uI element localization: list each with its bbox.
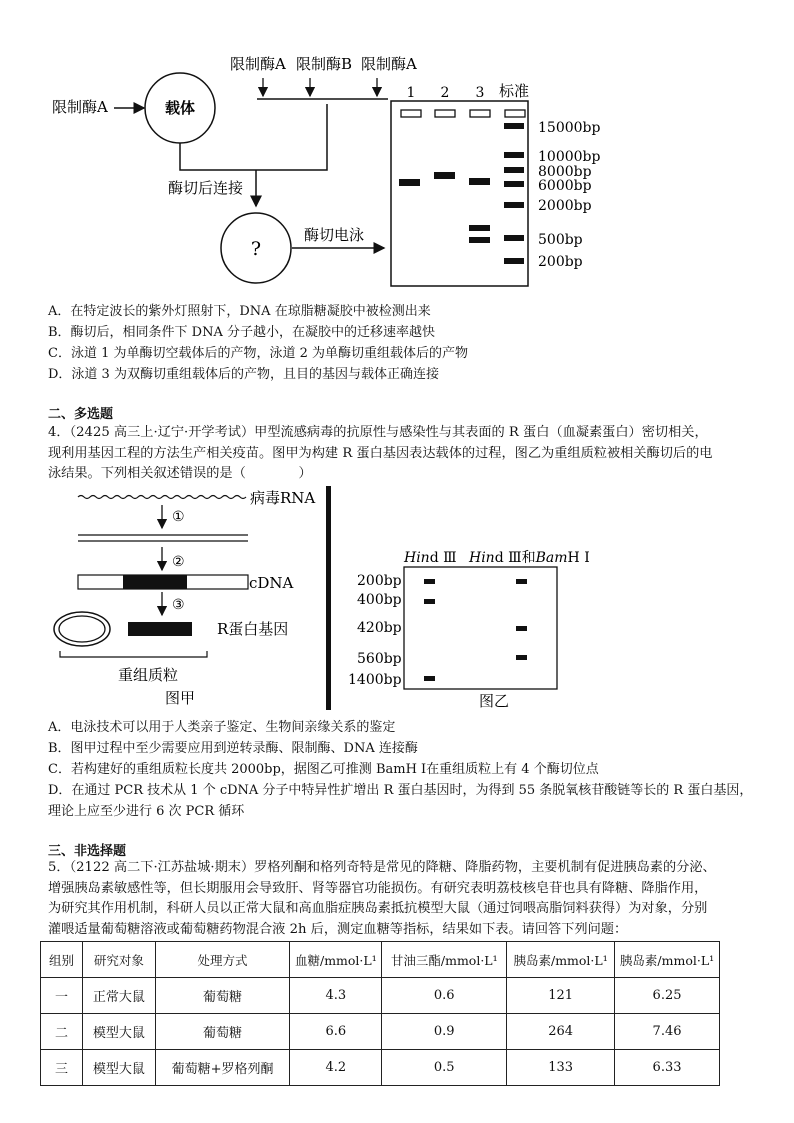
virus-rna-wave	[78, 496, 246, 499]
figure-q4	[0, 484, 794, 712]
svg-text:③: ③	[172, 597, 185, 613]
q4-option-a: A．电泳技术可以用于人类亲子鉴定、生物间亲缘关系的鉴定	[48, 720, 396, 735]
marker-500: 500bp	[538, 232, 583, 248]
marker-200: 200bp	[538, 254, 583, 270]
q3-option-d: D．泳道 3 为双酶切重组载体后的产物，且目的基因与载体正确连接	[48, 367, 439, 382]
q4-option-d: D．在通过 PCR 技术从 1 个 cDNA 分子中特异性扩增出 R 蛋白基因时，为得到 55 条脱氧核苷酸链等长的 R 蛋白基因，	[48, 783, 753, 798]
svg-text:②: ②	[172, 554, 185, 570]
lane-label-1: 1	[406, 85, 416, 101]
virus-rna-label: 病毒RNA	[250, 489, 316, 507]
table-header: 组别 研究对象 处理方式 血糖/mmol·L¹ 甘油三酯/mmol·L¹ 胰岛素/mmol·L¹ 胰岛素/mmol·L¹	[41, 942, 720, 978]
ligation-label: 酶切后连接	[168, 179, 244, 197]
lane-label-3: 3	[475, 85, 485, 101]
q3-option-a: A．在特定波长的紫外灯照射下，DNA 在琼脂糖凝胶中被检测出来	[48, 304, 431, 319]
marker-15000: 15000bp	[538, 120, 601, 136]
gel-b-box	[404, 567, 557, 689]
unknown-product: ?	[250, 238, 262, 260]
q4-option-b: B．图甲过程中至少需要应用到逆转录酶、限制酶、DNA 连接酶	[48, 741, 418, 756]
q3-option-c: C．泳道 1 为单酶切空载体后的产物，泳道 2 为单酶切重组载体后的产物	[48, 346, 469, 361]
cdna-label: cDNA	[249, 574, 294, 592]
gel-col-hind: Hind Ⅲ	[404, 550, 457, 566]
q4-stem: 4．（2425 高三上·辽宁·开学考试）甲型流感病毒的抗原性与感染性与其表面的 R 蛋白（血凝素蛋白）密切相关， 现利用基因工程的方法生产相关疫苗。图甲为构建 R 蛋白基因表达载体的过程，图乙为重组质粒被相关酶切后的电 泳结果。下列相关叙述错误的是（ ）	[48, 425, 713, 481]
q5-stem: 5．（2122 高二下·江苏盐城·期末）罗格列酮和格列奇特是常见的降糖、降脂药物，主要机制有促进胰岛素的分泌、 增强胰岛素敏感性等，但长期服用会导致肝、肾等器官功能损伤。有研究表明荔枝核皂苷也具有降糖、降脂作用， 为研究其作用机制，科研人员以正常大鼠和高血脂症胰岛素抵抗模型大鼠（通过饲喂高脂饲料获得）为对象，分别 灌喂适量葡萄糖溶液或葡萄糖药物混合液 2h 后，测定血糖等指标，结果如下表。请回答下列问题：	[48, 860, 716, 937]
lane-label-standard: 标准	[498, 82, 530, 100]
figure-divider	[326, 486, 331, 710]
size-200: 200bp	[357, 573, 402, 589]
size-560: 560bp	[357, 651, 402, 667]
size-400: 400bp	[357, 592, 402, 608]
electrophoresis-label: 酶切电泳	[304, 226, 365, 244]
top-enzyme-3: 限制酶A	[361, 55, 417, 73]
vector-label: 载体	[164, 99, 196, 117]
q3-option-b: B．酶切后，相同条件下 DNA 分子越小，在凝胶中的迁移速率越快	[48, 325, 436, 340]
marker-6000: 6000bp	[538, 178, 592, 194]
gel-col-hind-bam: Hind Ⅲ和BamH Ⅰ	[469, 550, 590, 566]
results-table	[40, 941, 720, 1086]
size-1400: 1400bp	[348, 672, 402, 688]
marker-2000: 2000bp	[538, 198, 592, 214]
r-gene-block	[128, 622, 192, 636]
fig-b-caption: 图乙	[478, 692, 510, 710]
gel-b-bands	[424, 579, 527, 681]
top-enzyme-2: 限制酶B	[296, 55, 353, 73]
table-row: 一 正常大鼠 葡萄糖 4.3 0.6 121 6.25	[41, 978, 720, 1014]
size-420: 420bp	[357, 620, 402, 636]
top-enzyme-1: 限制酶A	[230, 55, 286, 73]
fig-a-caption: 图甲	[164, 689, 196, 707]
section-multiple-choice: 二、多选题	[48, 407, 114, 422]
marker-8000: 8000bp	[538, 164, 592, 180]
q4-option-d-cont: 理论上应至少进行 6 次 PCR 循环	[48, 804, 245, 819]
lane-label-2: 2	[440, 85, 450, 101]
table-row: 二 模型大鼠 葡萄糖 6.6 0.9 264 7.46	[41, 1014, 720, 1050]
plasmid-ring	[54, 612, 110, 646]
plasmid-label: 重组质粒	[117, 666, 179, 684]
r-gene-label: R蛋白基因	[217, 620, 289, 638]
section-non-choice: 三、非选择题	[48, 844, 127, 859]
marker-10000: 10000bp	[538, 149, 601, 165]
table-row: 三 模型大鼠 葡萄糖+罗格列酮 4.2 0.5 133 6.33	[41, 1050, 720, 1086]
svg-text:①: ①	[172, 509, 185, 525]
q4-option-c: C．若构建好的重组质粒长度共 2000bp，据图乙可推测 BamH Ⅰ在重组质粒上有 4 个酶切位点	[48, 762, 599, 777]
figure-digestion-gel	[0, 40, 794, 290]
left-enzyme-label: 限制酶A	[52, 98, 108, 116]
gel-bands	[399, 123, 524, 264]
